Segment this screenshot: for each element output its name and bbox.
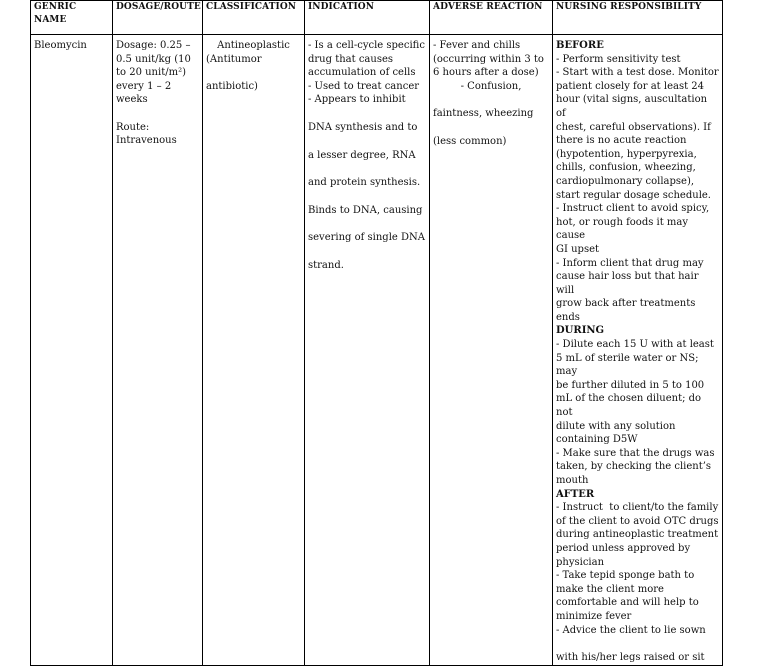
during-line: taken, by checking the client’s: [556, 461, 712, 473]
before-line: - Instruct client to avoid spicy,: [556, 203, 710, 215]
cell-dosage-route: [113, 35, 203, 666]
before-line: chest, careful observations). If: [556, 121, 711, 133]
after-line: minimize fever: [556, 610, 632, 622]
before-line: GI upset: [556, 243, 600, 255]
dosage-line: 0.5 unit/kg (10: [116, 53, 191, 65]
header-row: [31, 1, 723, 35]
drug-study-page: [30, 0, 722, 664]
indication-line: DNA synthesis and to: [308, 121, 418, 133]
header-indication: INDICATION: [305, 1, 430, 35]
during-line: 5 mL of sterile water or NS; may: [556, 352, 702, 378]
after-line: of the client to avoid OTC drugs: [556, 515, 719, 527]
drug-row: [31, 35, 723, 666]
header-nursing-responsibility: NURSING RESPONSIBILITY: [553, 1, 723, 35]
adverse-line: (less common): [433, 135, 507, 147]
after-line: comfortable and will help to: [556, 597, 699, 609]
header-adverse-reaction: ADVERSE REACTION: [430, 1, 553, 35]
before-line: there is no acute reaction: [556, 135, 687, 147]
indication-line: drug that causes: [308, 53, 394, 65]
dosage-line: weeks: [116, 94, 148, 106]
before-line: grow back after treatments ends: [556, 298, 699, 323]
classification-line: Antineoplastic: [217, 40, 290, 51]
after-line: during antineoplastic treatment: [556, 529, 719, 541]
header-classification: CLASSIFICATION: [203, 1, 305, 35]
indication-line: - Appears to inhibit: [308, 94, 406, 106]
during-line: mL of the chosen diluent; do not: [556, 393, 705, 419]
before-line: (hypotention, hyperpyrexia,: [556, 148, 697, 160]
during-line: mouth: [556, 475, 589, 486]
during-line: be further diluted in 5 to 100: [556, 379, 705, 391]
header-generic-name: GENRIC NAME: [31, 1, 113, 35]
after-line: with his/her legs raised or sit: [556, 652, 705, 664]
after-line: - Advice the client to lie sown: [556, 624, 706, 636]
cell-classification: [203, 35, 305, 666]
during-line: - Make sure that the drugs was: [556, 447, 715, 459]
indication-line: and protein synthesis.: [308, 177, 421, 189]
cell-adverse-reaction: [430, 35, 553, 666]
cell-indication: [305, 35, 430, 666]
before-line: cardiopulmonary collapse),: [556, 175, 695, 187]
before-line: hot, or rough foods it may cause: [556, 216, 692, 242]
route-line: Route:: [116, 121, 150, 133]
before-line: - Start with a test dose. Monitor: [556, 67, 719, 79]
adverse-line: - Fever and chills: [433, 40, 521, 51]
adverse-line: (occurring within 3 to: [433, 53, 544, 65]
during-line: - Dilute each 15 U with at least: [556, 339, 714, 351]
classification-line: (Antitumor: [206, 53, 262, 65]
indication-line: - Used to treat cancer: [308, 80, 420, 92]
after-line: - Instruct to client/to the family: [556, 502, 719, 514]
after-line: period unless approved by: [556, 542, 691, 554]
after-heading: AFTER: [556, 488, 595, 500]
after-line: - Take tepid sponge bath to: [556, 570, 695, 582]
before-line: chills, confusion, wheezing,: [556, 162, 696, 174]
dosage-line: Dosage: 0.25 –: [116, 40, 191, 51]
header-dosage-route: DOSAGE/ROUTE: [113, 1, 203, 35]
indication-line: a lesser degree, RNA: [308, 149, 416, 161]
adverse-line: faintness, wheezing: [433, 108, 534, 120]
route-line: Intravenous: [116, 135, 177, 147]
indication-line: accumulation of cells: [308, 67, 416, 79]
before-line: patient closely for at least 24: [556, 80, 705, 92]
before-line: - Inform client that drug may: [556, 257, 704, 269]
indication-line: severing of single DNA: [308, 232, 425, 244]
indication-line: - Is a cell-cycle specific: [308, 40, 425, 51]
during-line: dilute with any solution: [556, 420, 676, 432]
indication-line: strand.: [308, 259, 344, 271]
generic-name-text: Bleomycin: [34, 40, 87, 51]
before-line: cause hair loss but that hair will: [556, 271, 702, 296]
after-line: physician: [556, 556, 605, 568]
before-heading: BEFORE: [556, 40, 604, 51]
adverse-line: - Confusion,: [460, 80, 522, 92]
before-line: hour (vital signs, auscultation of: [556, 94, 711, 119]
classification-line: antibiotic): [206, 80, 258, 92]
after-line: make the client more: [556, 583, 664, 595]
adverse-line: 6 hours after a dose): [433, 67, 539, 79]
during-heading: DURING: [556, 325, 605, 337]
dosage-line: to 20 unit/m²): [116, 67, 186, 79]
cell-nursing-responsibility: [553, 35, 723, 666]
cell-generic-name: [31, 35, 113, 666]
before-line: - Perform sensitivity test: [556, 53, 681, 65]
drug-study-table: [30, 0, 723, 666]
before-line: start regular dosage schedule.: [556, 189, 711, 201]
during-line: containing D5W: [556, 434, 638, 446]
indication-line: Binds to DNA, causing: [308, 204, 423, 216]
dosage-line: every 1 – 2: [116, 80, 172, 92]
